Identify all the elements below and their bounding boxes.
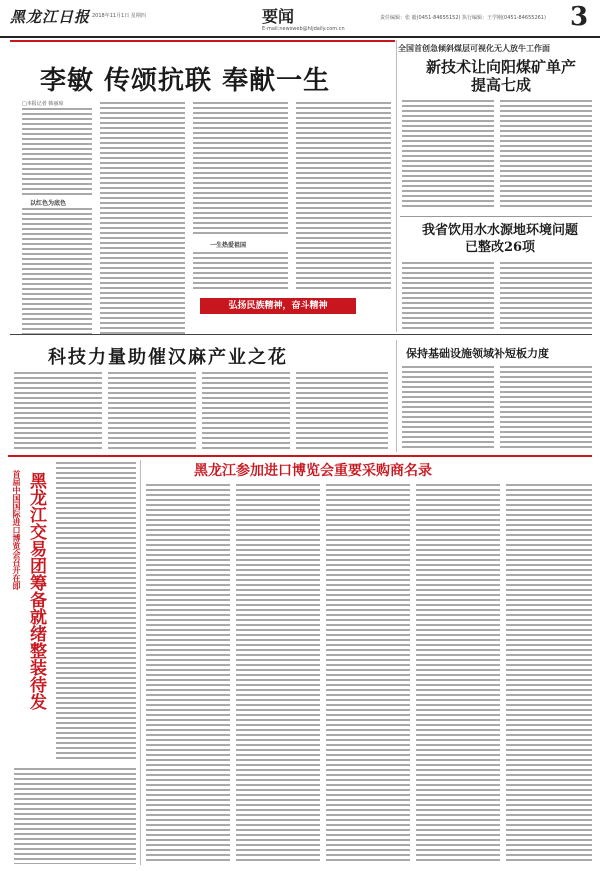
infra-article-title[interactable]: 保持基础设施领域补短板力度 [406, 347, 549, 360]
infra-text-col2 [500, 366, 592, 450]
buyers-list-col1 [146, 484, 230, 864]
infra-divider [396, 340, 397, 452]
lead-article-title[interactable]: 李敏 传颂抗联 奉献一生 [40, 66, 331, 96]
slogan-banner [200, 298, 356, 314]
expo-article-title[interactable]: 黑龙江交易团筹备就绪整装待发 [26, 472, 46, 710]
lead-text-col2 [100, 102, 185, 336]
editor-credits: 责任编辑：张 毅(0451-84655152) 执行编辑：王学刚(0451-84655261) [380, 15, 546, 21]
lead-subhead-2: 一生热爱祖国 [210, 242, 247, 249]
coal-article-kicker: 全国首创急倾斜煤层可视化无人放牛工作面 [398, 44, 550, 53]
slogan-banner-text: 弘扬民族精神，奋斗精神 [228, 301, 328, 311]
water-text-col2 [500, 262, 592, 332]
expo-top-rule [8, 455, 592, 457]
buyers-list-title[interactable]: 黑龙江参加进口博览会重要采购商名录 [194, 463, 432, 479]
lead-text-col1b [22, 208, 92, 336]
page-number: 3 [570, 2, 589, 32]
expo-divider [140, 460, 141, 865]
buyers-list-col4 [416, 484, 500, 864]
mid-rule [10, 334, 592, 335]
column-divider [396, 40, 397, 332]
lead-text-col4 [296, 102, 391, 292]
expo-text-col1 [56, 462, 136, 760]
lead-text-col1a [22, 108, 92, 196]
coal-article-title[interactable]: 新技术让向阳煤矿单产提高七成 [426, 58, 577, 94]
water-article-title[interactable]: 我省饮用水水源地环境问题已整改26项 [421, 223, 578, 255]
masthead [0, 0, 600, 38]
water-top-rule [400, 216, 592, 217]
lead-article-byline: □本报记者 韩丽琼 [22, 101, 64, 107]
coal-text-col1 [402, 100, 494, 210]
expo-text-col1b [14, 768, 136, 864]
infra-text-col1 [402, 366, 494, 450]
lead-top-rule [10, 40, 395, 42]
tech-text-col2 [108, 372, 196, 450]
tech-article-title[interactable]: 科技力量助催汉麻产业之花 [48, 347, 288, 368]
tech-text-col1 [14, 372, 102, 450]
issue-date: 2018年11月1日 星期四 [92, 13, 146, 19]
coal-text-col2 [500, 100, 592, 210]
newspaper-logo: 黑龙江日报 [10, 8, 91, 26]
buyers-list-col3 [326, 484, 410, 864]
lead-text-col3b [193, 252, 288, 290]
water-text-col1 [402, 262, 494, 332]
expo-kicker: 首届中国国际进口博览会召开在即 [12, 470, 22, 590]
buyers-list-col2 [236, 484, 320, 864]
lead-text-col3a [193, 102, 288, 234]
section-title: 要闻 [262, 7, 295, 26]
lead-subhead-1: 以红色为底色 [30, 200, 67, 207]
tech-text-col3 [202, 372, 290, 450]
section-email: E-mail:newsweb@hljdaily.com.cn [262, 26, 345, 32]
buyers-list-col5 [506, 484, 592, 864]
tech-text-col4 [296, 372, 388, 450]
